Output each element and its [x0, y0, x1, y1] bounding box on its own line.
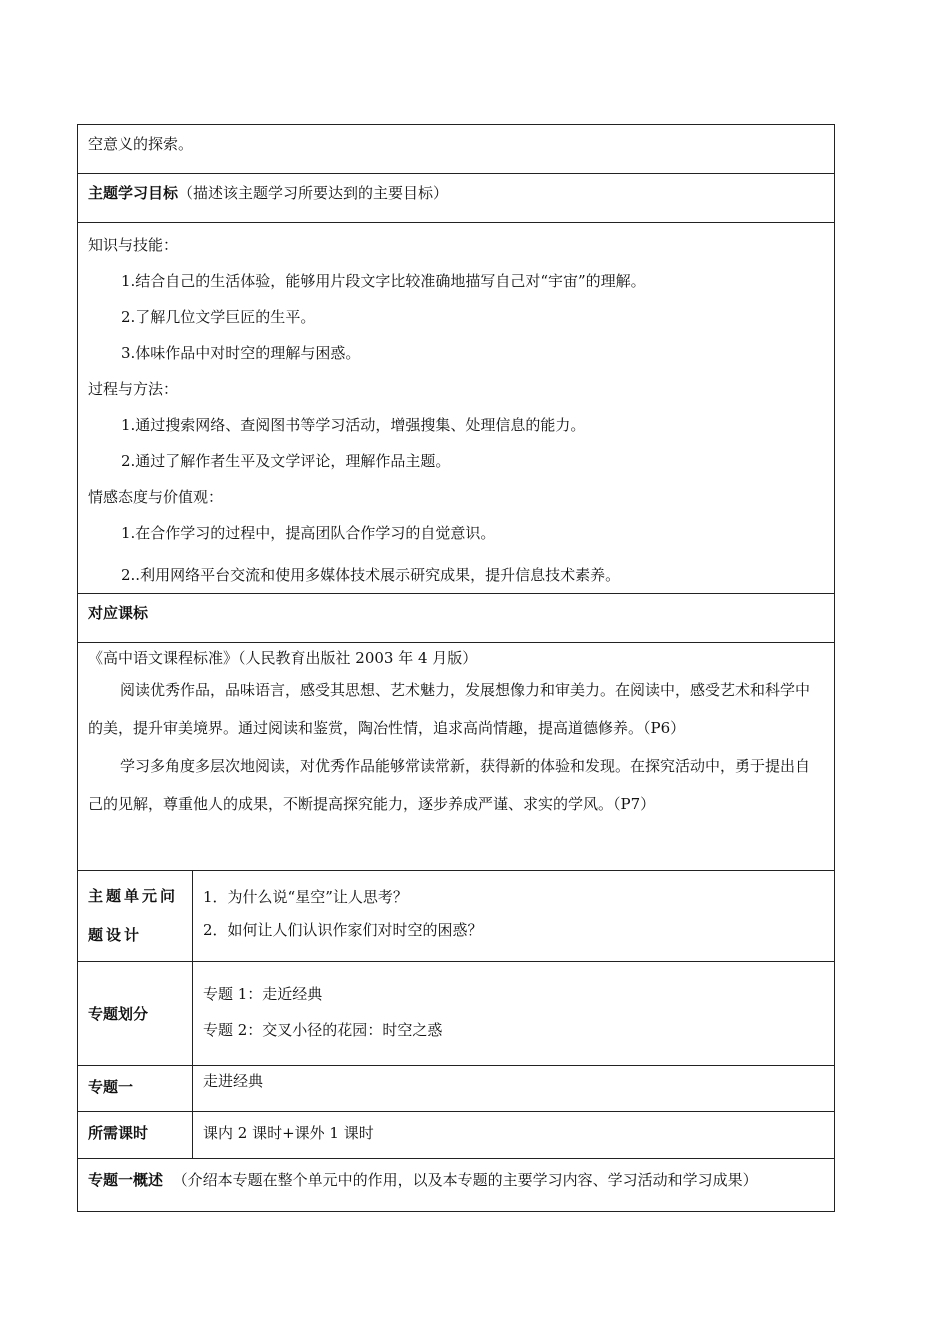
goals-item: 1.结合自己的生活体验，能够用片段文字比较准确地描写自己对“宇宙”的理解。 — [121, 272, 646, 290]
overview-note: （介绍本专题在整个单元中的作用，以及本专题的主要学习内容、学习活动和学习成果） — [172, 1171, 758, 1189]
topic-item: 专题 2：交叉小径的花园：时空之惑 — [203, 1021, 443, 1039]
overview-row — [78, 1159, 835, 1212]
questions-row — [78, 871, 835, 962]
questions-label: 主题单元问题设计 — [88, 887, 179, 944]
standards-heading: 对应课标 — [88, 604, 149, 622]
lesson-plan-table — [77, 124, 835, 1212]
overview-heading: 专题一概述 — [88, 1171, 164, 1189]
topics-row — [78, 962, 835, 1066]
question-item: 2．如何让人们认识作家们对时空的困惑？ — [203, 921, 483, 939]
goals-body-row — [78, 223, 835, 594]
goals-note: （描述该主题学习所要达到的主要目标） — [178, 184, 449, 202]
goals-item: 2.了解几位文学巨匠的生平。 — [121, 308, 316, 326]
topic-item: 专题 1：走近经典 — [203, 985, 323, 1003]
standards-paragraph-2: 学习多角度多层次地阅读，对优秀作品能够常读常新，获得新的体验和发现。在探究活动中，勇于提出自己的见解，尊重他人的成果，不断提高探究能力，逐步养成严谨、求实的学风。（P7） — [88, 757, 811, 813]
topic-one-value: 走进经典 — [203, 1072, 264, 1090]
goals-heading: 主题学习目标 — [88, 184, 179, 202]
standards-paragraph-1: 阅读优秀作品，品味语言，感受其思想、艺术魅力，发展想像力和审美力。在阅读中，感受艺术和科学中的美，提升审美境界。通过阅读和鉴赏，陶冶性情，追求高尚情趣，提高道德修养。（P6） — [88, 681, 811, 737]
intro-row — [78, 125, 835, 174]
goals-section-title: 过程与方法： — [88, 380, 179, 398]
goals-body — [88, 227, 824, 593]
goals-item: 1.通过搜索网络、查阅图书等学习活动，增强搜集、处理信息的能力。 — [121, 416, 586, 434]
goals-heading-row — [78, 174, 835, 223]
hours-row — [78, 1112, 835, 1159]
standards-source: 《高中语文课程标准》（人民教育出版社 2003 年 4 月版） — [88, 649, 478, 667]
topic-one-label: 专题一 — [88, 1078, 134, 1096]
standards-body-row — [78, 643, 835, 871]
hours-value: 课内 2 课时+课外 1 课时 — [203, 1124, 374, 1142]
topic-one-row — [78, 1066, 835, 1112]
hours-label: 所需课时 — [88, 1124, 149, 1142]
goals-item: 1.在合作学习的过程中，提高团队合作学习的自觉意识。 — [121, 524, 496, 542]
goals-item: 2.通过了解作者生平及文学评论，理解作品主题。 — [121, 452, 451, 470]
goals-section-title: 知识与技能： — [88, 236, 179, 254]
question-item: 1．为什么说“星空”让人思考？ — [203, 888, 408, 906]
topics-label: 专题划分 — [88, 1005, 149, 1023]
goals-item: 3.体味作品中对时空的理解与困惑。 — [121, 344, 361, 362]
standards-heading-row — [78, 594, 835, 643]
goals-item: 2..利用网络平台交流和使用多媒体技术展示研究成果，提升信息技术素养。 — [121, 566, 621, 584]
intro-text: 空意义的探索。 — [88, 135, 194, 153]
goals-section-title: 情感态度与价值观： — [88, 488, 224, 506]
